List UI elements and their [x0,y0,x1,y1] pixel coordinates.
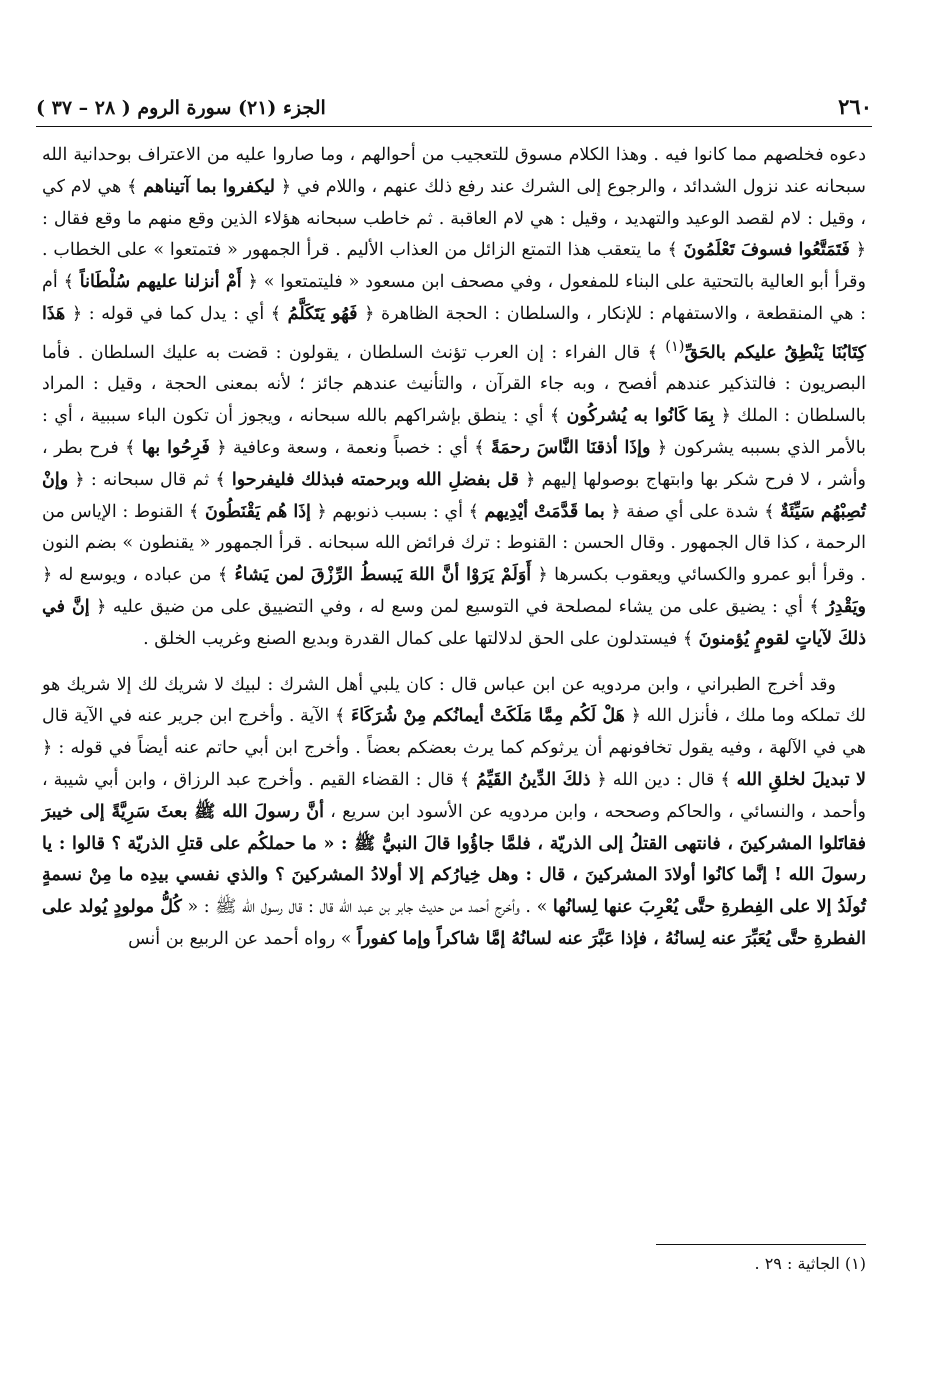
text-run: ﴾ ثم قال سبحانه : ﴿ [74,469,226,490]
text-run: ﴾ أي : يدل كما في قوله : ﴿ [71,303,282,324]
quran-quote: أَمْ أنزلنا عليهم سُلْطَاناً [79,272,242,293]
text-run: » . وأخرج أحمد من حديث جابر بن عبد الله قال : قال رسول الله ﷺ : « [181,897,553,918]
paragraph-narrations [42,670,866,956]
text-run: ﴾ فيستدلون على الحق لدلالتها على كمال القدرة وبديع الصنع وغريب الخلق . [143,628,694,649]
text-run: ﴾ القنوط : الإياس من الرحمة ، كذا قال الجمهور . وقال الحسن : القنوط : ترك فرائض الله سبحانه . قرأ الجمهور « يقنطون » بضم النون . وقرأ أبو عمرو والكسائي ويعقوب بكسرها ﴿ [42,501,866,586]
text-run: ﴾ قال : دين الله ﴿ [596,769,731,790]
quran-quote: ذلكَ الدِّينُ القَيِّمُ [476,769,591,790]
quran-quote: ليكفروا بما آتيناهم [143,176,275,197]
quran-quote: هَذَا كِتَابُنَا يَنْطِقُ عليكم بالحَقِّ [42,303,866,363]
text-run: قالَ النبيُّ ﷺ : « [316,833,451,854]
quran-quote: لا تبديلَ لخلقِ الله [736,769,866,790]
text-run: ﴾ قال الفراء : إن العرب تؤنث السلطان ، يقولون : قضت به عليك السلطان . فأما البصريون : فالتذكير عندهم أفصح ، وبه جاء القرآن ، والتأنيث عندهم جائز ؛ لأنه بمعنى الحجة ، وقيل : المراد بالسلطان : الملك ﴿ [42,342,866,427]
footnote-rule [656,1244,866,1245]
quran-quote: وإنْ تُصِبْهُم سَيِّئَةٌ [42,469,866,522]
quran-quote: إنَّ في ذلكَ لآياتٍ لقومٍ يُؤمنونَ [42,596,866,649]
quran-quote: قل بفضلِ الله وبرحمته فبذلك فليفرحوا [231,469,519,490]
quran-quote: بِمَا كَانُوا به يُشركُون [566,406,715,427]
text-run: ﴾ أي : خصباً ونعمة ، وسعة وعافية ﴿ [216,438,485,458]
running-title: الجزء (٢١) سورة الروم ( ٢٨ – ٣٧ ) [36,97,326,119]
text-run: ﴾ قال : القضاء القيم . وأخرج عبد الرزاق ، وابن أبي شيبة ، وأحمد ، والنسائي ، والحاكم وصححه ، وابن مردويه عن الأسود ابن سريع ، [42,769,867,822]
page-header [36,94,872,119]
quran-quote: وإذَا أذقنَا النَّاسَ رحمَةً [490,438,651,458]
footnote: (١) الجاثية : ٢٩ . [754,1254,866,1273]
text-run: ﴾ من عباده ، ويوسع له ﴿ [42,565,229,586]
footnote-reference: (١) [665,337,685,355]
text-run: ﴾ الآية . وأخرج ابن جرير عنه في الآية قال هي في الآلهة ، وفيه يقول تخافونهم أن يرثوكم كما يرث بعضكم بعضاً . وأخرج ابن أبي حاتم عنه أيضاً في قوله : ﴿ [42,706,866,759]
quran-quote: فَرِحُوا بها [141,438,210,458]
text-run: دعوه فخلصهم مما كانوا فيه . وهذا الكلام مسوق للتعجيب من أحوالهم ، وما صاروا عليه من الاعتراف بوحدانية الله سبحانه عند نزول الشدائد ، والرجوع إلى الشرك عند رفع ذلك عنهم ، واللام في ﴿ [42,145,866,197]
text-run: وقد أخرج الطبراني ، وابن مردويه عن ابن عباس قال : كان يلبي أهل الشرك : لبيك لا شريك لك إلا شريك هو لك تملكه وما ملك ، فأنزل الله ﴿ [42,674,866,727]
text-run: » رواه أحمد عن الربيع بن أنس [128,928,358,949]
text-run: ﴾ أي : ينطق بإشراكهم بالله سبحانه ، ويجوز أن تكون الباء سببية ، أي : بالأمر الذي بسببه يشركون ﴿ [42,406,866,458]
text-run: ﴾ أي : بسبب ذنوبهم ﴿ [316,501,479,522]
text-run: ﴾ ما يتعقب هذا التمتع الزائل من العذاب الأليم . قرأ الجمهور « فتمتعوا » على الخطاب . وقرأ أبو العالية بالتحتية على البناء للمفعول ، وفي مصحف ابن مسعود « فليتمتعوا » ﴿ [42,240,866,293]
paragraph-tafsir [42,140,866,656]
text-run: ﴾ شدة على أي صفة ﴿ [610,501,775,522]
quran-quote: إذَا هُم يَقْنَطُونَ [204,501,311,522]
header-rule [36,126,872,127]
quran-quote: هَلْ لَكُم مِمَّا مَلَكَتْ أيمانُكم مِنْ شُرَكَاءَ [351,706,625,727]
main-text [42,140,866,956]
quran-quote: فَتَمَتَّعُوا فسوفَ تَعْلَمُونَ [683,240,850,261]
hadith-quote: ما حملكُم على قتلِ الذريّة ؟ قالوا : يا رسولَ الله ! إنَّما كانُوا أولادَ المشركينَ ، قال : وهل خِيارُكم إلا أولادُ المشركينَ ؟ والذي نفسي بيدِه ما مِنْ نسمةٍ تُولَدُ إلا على الفِطرةِ حتَّى يُعْرِبَ عنها لِسانُها [42,833,867,918]
text-run: ﴾ أم : هي المنقطعة ، والاستفهام : للإنكار ، والسلطان : الحجة الظاهرة ﴿ [42,272,866,324]
page-number: ٢٦٠ [838,94,872,119]
text-run: ﴾ هي لام كي ، وقيل : لام لقصد الوعيد والتهديد ، وقيل : هي لام العاقبة . ثم خاطب سبحانه هؤلاء الذين وقع منهم ما وقع فقال : ﴿ [42,176,866,261]
quran-quote: بما قَدَّمَتْ أيْدِيهم [484,501,605,522]
text-run: ﴾ فرح بطر ، وأشر ، لا فرح شكر بها وابتهاج بوصولها إليهم ﴿ [42,438,866,490]
text-run: ﴾ أي : يضيق على من يشاء لمصلحة في التوسيع لمن وسع له ، وفي التضييق على من ضيق عليه ﴿ [96,596,820,617]
quran-quote: أَوَلَمْ يَرَوْا أنَّ اللهَ يَبسطُ الرِّزْقَ لمن يَشاءُ [234,565,532,586]
quran-quote: فَهُو يَتَكَلَّمُ [287,303,358,324]
quran-quote: ويَقْدِرُ [826,596,866,617]
hadith-quote: كُلُّ مولودٍ يُولد على الفطرةِ حتَّى يُعَبِّرَ عنه لِسانُهُ ، فإذا عَبَّرَ عنه لسانُهُ إمَّا شاكراً وإما كفوراً [42,897,866,949]
hadith-quote: أنَّ رسولَ الله ﷺ بعثَ سَرِيَّةً إلى خيبرَ فقاتَلوا المشركينَ ، فانتهى القتلُ إلى الذريّة ، فلمَّا جاؤُوا [42,801,866,854]
